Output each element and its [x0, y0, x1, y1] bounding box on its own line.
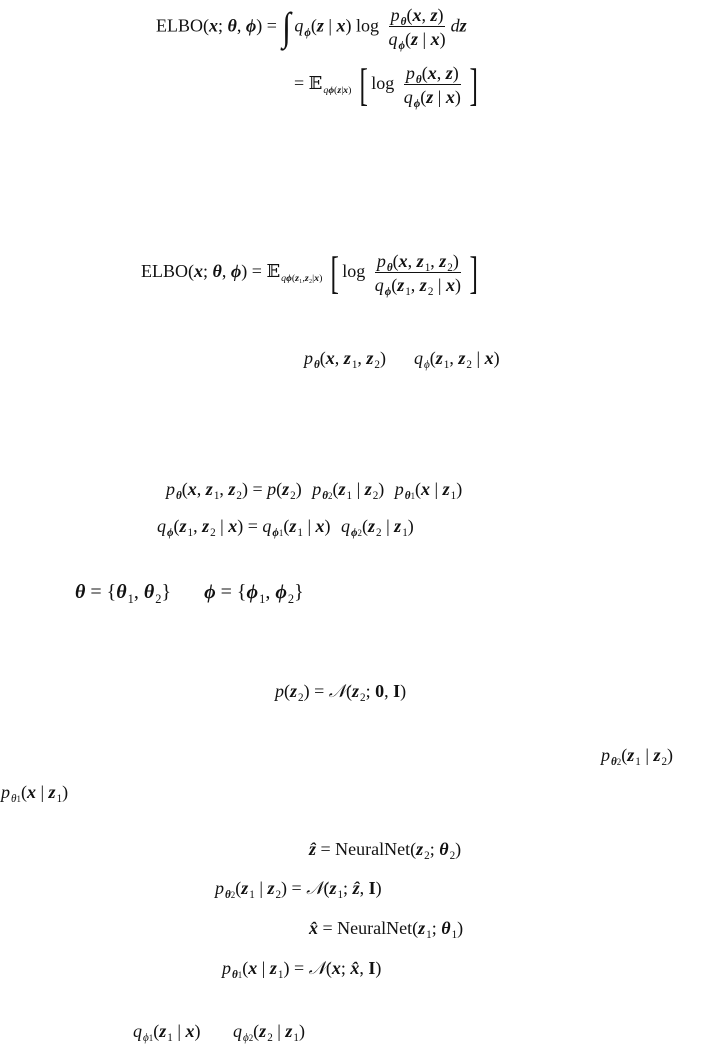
- posterior-factorization: $q_\phi(z_1$, $z_2$ | $x) = q_{\phi 1}(z_1$ | x) $q_{\phi 2}(z_2$ | $z_1$): [157, 516, 414, 540]
- p-z1-given-z2-equation: $p_{\theta 2}(z_1$ | $z_2$) = $𝒩(z_1$; ẑ, I): [215, 878, 382, 902]
- integral-symbol: ∫: [282, 4, 292, 50]
- elbo-expectation-equation: = 𝔼$_{q\phi(z|x)}$ [ log $\frac{p_\theta(x, z)}{q_\phi(z | x)}$ ]: [294, 59, 478, 111]
- z-hat-equation: ẑ = $NeuralNet(z_2$; $\theta_2$): [309, 839, 462, 863]
- x-hat-equation: x̂ = $NeuralNet(z_1$; $\theta_1$): [309, 918, 464, 942]
- fraction-joint-over-posterior-2: $\frac{p_\theta(x, z)}{q_\phi(z | x)}$: [403, 62, 461, 111]
- p-x-given-z1-equation: $p_{\theta 1}(x$ | $z_1$) = 𝒩(x; x̂, I): [222, 958, 382, 982]
- elbo-integral-equation: ELBO(x; θ, ϕ) = ∫ $q_\phi(z$ | x) log $\frac{p_\theta(x, z)}{q_\phi(z | x)}$ dz: [156, 4, 467, 53]
- elbo-label: ELBO: [156, 15, 203, 36]
- hierarchical-elbo-equation: ELBO(x; θ, ϕ) = 𝔼$_{q\phi(z_1,z_2|x)}$ [ log $\frac{p_\theta(x, z_1, z_2)}{q_\phi(z_1, z_2 | x)}$ ]: [141, 247, 478, 299]
- prior-equation: $p(z_2)$ = $𝒩(z_2$; 0, I): [275, 681, 407, 705]
- joint-factorization: $p_\theta(x$, $z_1$, $z_2) = p(z_2)$ $p_{\theta 2}(z_1$ | $z_2$) $p_{\theta 1}(x$ | $z_1$): [166, 479, 463, 503]
- inline-p-theta2: $p_{\theta 2}(z_1$ | $z_2$): [601, 745, 674, 769]
- inline-p-theta1: $p_{\theta 1}(x$ | $z_1$): [1, 782, 69, 806]
- fraction-hierarchical: $\frac{p_\theta(x, z_1, z_2)}{q_\phi(z_1, z_2 | x)}$: [374, 250, 461, 299]
- inline-joint-and-posterior: $p_\theta(x$, $z_1$, $z_2$) $q_\phi(z_1$, $z_2$ | x): [304, 348, 500, 372]
- encoder-terms: $q_{\phi 1}(z_1$ | x) $q_{\phi 2}(z_2$ | $z_1$): [133, 1021, 305, 1045]
- fraction-joint-over-posterior: $\frac{p_\theta(x, z)}{q_\phi(z | x)}$: [388, 5, 446, 53]
- parameter-sets: $\theta = \{\theta_1$, $\theta_2$} $\phi = \{\phi_1$, $\phi_2$}: [75, 581, 304, 606]
